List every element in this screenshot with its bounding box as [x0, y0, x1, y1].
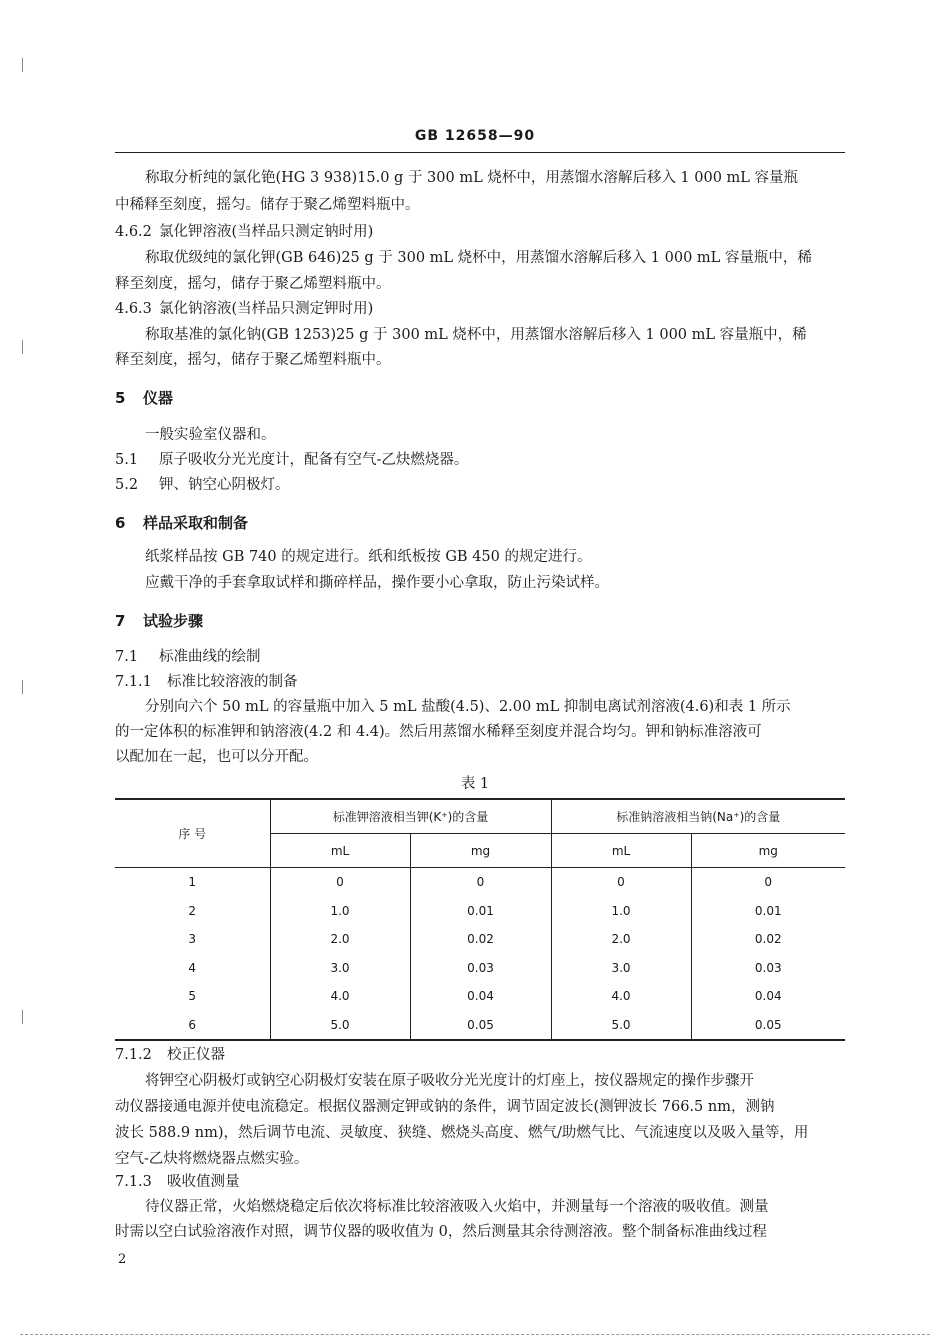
margin-mark	[22, 680, 23, 694]
table-cell: 3	[188, 932, 197, 947]
table-cell: 2.0	[551, 925, 691, 954]
table-caption: 表 1	[460, 776, 490, 792]
item-number: 5.2	[115, 477, 139, 493]
bottom-rule	[20, 1334, 930, 1335]
section-title: 氯化钾溶液(当样品只测定钠时用)	[159, 224, 374, 240]
table-cell: 2.0	[270, 925, 410, 954]
paragraph-line: 波长 588.9 nm)，然后调节电流、灵敏度、狭缝、燃烧头高度、燃气/助燃气比、气流速度以及吸入量等，用	[115, 1125, 809, 1141]
section-number: 7.1.2	[115, 1047, 152, 1063]
subsection-heading-7-1-2	[115, 1045, 225, 1065]
section-heading-5	[115, 387, 173, 408]
table-cell: 0.01	[691, 897, 845, 926]
header-rule	[115, 152, 845, 153]
section-title: 样品采取和制备	[143, 514, 249, 532]
list-item	[115, 475, 290, 495]
unit-header: mL	[551, 834, 691, 868]
section-number: 7.1.3	[115, 1174, 152, 1190]
table-row	[115, 868, 845, 897]
paragraph-line: 称取优级纯的氯化钾(GB 646)25 g 于 300 mL 烧杯中，用蒸馏水溶解后移入 1 000 mL 容量瓶中，稀	[145, 250, 812, 266]
margin-mark	[22, 1010, 23, 1024]
paragraph-line: 应戴干净的手套拿取试样和撕碎样品，操作要小心拿取，防止污染试样。	[145, 575, 609, 591]
paragraph-line: 空气-乙炔将燃烧器点燃实验。	[115, 1151, 309, 1167]
paragraph-line: 以配加在一起，也可以分开配。	[115, 749, 318, 765]
standard-solution-table	[115, 798, 845, 1041]
table-row	[115, 982, 845, 1011]
table-cell: 0.02	[410, 925, 551, 954]
table-cell: 4.0	[270, 982, 410, 1011]
paragraph-line: 称取基准的氯化钠(GB 1253)25 g 于 300 mL 烧杯中，用蒸馏水溶解后移入 1 000 mL 容量瓶中，稀	[145, 327, 807, 343]
table-cell: 1	[188, 875, 197, 890]
paragraph-line: 分别向六个 50 mL 的容量瓶中加入 5 mL 盐酸(4.5)、2.00 mL 抑制电离试剂溶液(4.6)和表 1 所示	[145, 699, 791, 715]
paragraph-line: 时需以空白试验溶液作对照，调节仪器的吸收值为 0，然后测量其余待测溶液。整个制备标准曲线过程	[115, 1224, 767, 1240]
page-number: 2	[118, 1252, 127, 1267]
section-number: 7.1.1	[115, 674, 152, 690]
table-cell: 0	[551, 868, 691, 897]
table-cell: 0.03	[410, 954, 551, 983]
section-title: 校正仪器	[167, 1047, 225, 1063]
table-cell: 2	[188, 903, 197, 918]
paragraph-line: 动仪器接通电源并使电流稳定。根据仪器测定钾或钠的条件，调节固定波长(测钾波长 766.5 nm，测钠	[115, 1099, 775, 1115]
list-item	[115, 450, 468, 470]
table-cell: 6	[115, 1011, 270, 1041]
table-cell: 0.01	[410, 897, 551, 926]
paragraph-line: 一般实验室仪器和。	[145, 427, 276, 443]
section-title: 吸收值测量	[167, 1174, 240, 1190]
table-row	[115, 925, 845, 954]
section-heading-7	[115, 610, 203, 631]
subsection-heading-7-1-3	[115, 1172, 240, 1192]
subsection-heading-7-1-1	[115, 672, 298, 692]
unit-header: mL	[270, 834, 410, 868]
paragraph-line: 中稀释至刻度，摇匀。储存于聚乙烯塑料瓶中。	[115, 197, 420, 213]
section-number: 7	[115, 612, 126, 630]
table-row	[115, 897, 845, 926]
paragraph-line: 的一定体积的标准钾和钠溶液(4.2 和 4.4)。然后用蒸馏水稀释至刻度并混合均匀。钾和钠标准溶液可	[115, 724, 762, 740]
table-row	[115, 1011, 845, 1041]
paragraph-line: 释至刻度，摇匀，储存于聚乙烯塑料瓶中。	[115, 352, 391, 368]
paragraph-line: 释至刻度，摇匀，储存于聚乙烯塑料瓶中。	[115, 276, 391, 292]
table-cell: 4	[188, 960, 197, 975]
table-cell: 0	[691, 868, 845, 897]
item-text: 钾、钠空心阴极灯。	[159, 477, 290, 493]
table-cell: 5	[188, 989, 197, 1004]
section-title: 标准曲线的绘制	[159, 649, 261, 665]
table-cell: 0.05	[410, 1011, 551, 1041]
section-number: 4.6.3	[115, 301, 152, 317]
table-cell: 4.0	[551, 982, 691, 1011]
section-title: 仪器	[143, 389, 174, 407]
table-cell: 0.03	[691, 954, 845, 983]
section-number: 6	[115, 514, 126, 532]
table-cell: 0.05	[691, 1011, 845, 1041]
table-cell: 0.02	[691, 925, 845, 954]
section-number: 5	[115, 389, 126, 407]
item-text: 原子吸收分光光度计，配备有空气-乙炔燃烧器。	[159, 452, 469, 468]
margin-mark	[22, 340, 23, 354]
margin-mark	[22, 58, 23, 72]
table-row	[115, 954, 845, 983]
paragraph-line: 纸浆样品按 GB 740 的规定进行。纸和纸板按 GB 450 的规定进行。	[145, 549, 592, 565]
table-cell: 5.0	[270, 1011, 410, 1041]
section-title: 试验步骤	[143, 612, 204, 630]
subsection-heading-7-1	[115, 647, 261, 667]
table-cell: 0.04	[410, 982, 551, 1011]
column-group-potassium: 标准钾溶液相当钾(K⁺)的含量	[270, 799, 551, 834]
section-title: 标准比较溶液的制备	[167, 674, 298, 690]
section-heading-6	[115, 512, 248, 533]
subsection-heading-4-6-3	[115, 299, 373, 319]
paragraph-line: 将钾空心阴极灯或钠空心阴极灯安装在原子吸收分光光度计的灯座上，按仪器规定的操作步骤开	[145, 1073, 754, 1089]
table-cell: 0	[410, 868, 551, 897]
section-number: 7.1	[115, 649, 139, 665]
table-cell: 1.0	[270, 897, 410, 926]
table-cell: 5.0	[551, 1011, 691, 1041]
section-number: 4.6.2	[115, 224, 152, 240]
table-cell: 0	[270, 868, 410, 897]
column-header-seq: 序 号	[115, 799, 270, 868]
item-number: 5.1	[115, 452, 139, 468]
table-cell: 3.0	[551, 954, 691, 983]
paragraph-line: 待仪器正常，火焰燃烧稳定后依次将标准比较溶液吸入火焰中，并测量每一个溶液的吸收值。测量	[145, 1199, 769, 1215]
paragraph-line: 称取分析纯的氯化铯(HG 3 938)15.0 g 于 300 mL 烧杯中，用蒸馏水溶解后移入 1 000 mL 容量瓶	[145, 170, 799, 186]
table-cell: 3.0	[270, 954, 410, 983]
unit-header: mg	[691, 834, 845, 868]
column-group-sodium: 标准钠溶液相当钠(Na⁺)的含量	[551, 799, 845, 834]
table-cell: 1.0	[551, 897, 691, 926]
section-title: 氯化钠溶液(当样品只测定钾时用)	[159, 301, 374, 317]
unit-header: mg	[410, 834, 551, 868]
subsection-heading-4-6-2	[115, 222, 373, 242]
page-header: GB 12658—90	[414, 128, 536, 144]
table-cell: 0.04	[691, 982, 845, 1011]
